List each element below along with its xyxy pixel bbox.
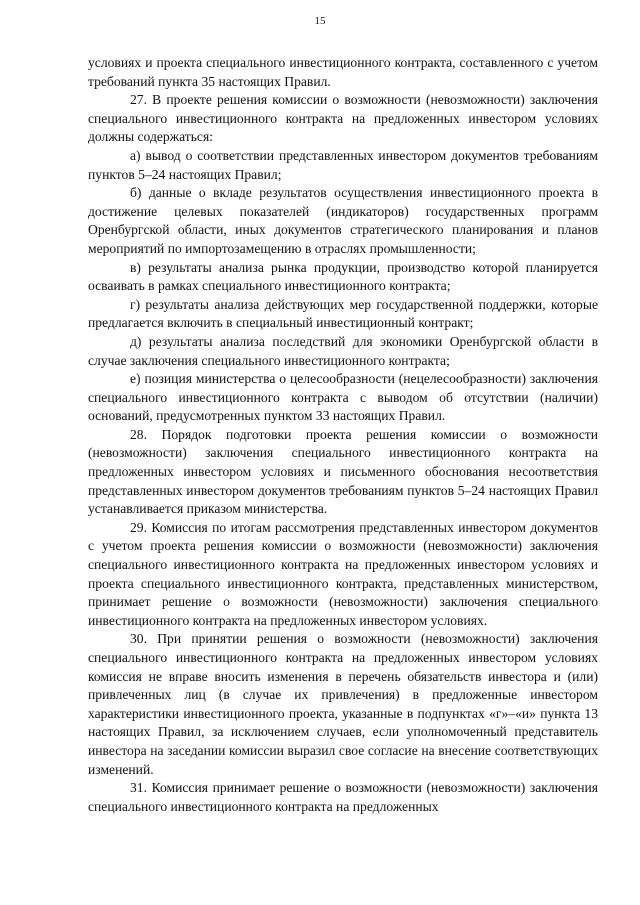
subitem-v: в) результаты анализа рынка продукции, производство которой планируется осваивать в рамках специального инвестиционного контракта; [88,259,598,294]
subitem-b: б) данные о вкладе результатов осуществления инвестиционного проекта в достижение целевых показателей (индикаторов) государственных программ Оренбургской области, иных документов стратегического планирования и планов мероприятий по импортозамещению в отраслях промышленности; [88,185,598,256]
document-body [88,54,598,816]
paragraph-29: 29. Комиссия по итогам рассмотрения представленных инвестором документов с учетом проекта решения комиссии о возможности (невозможности) заключения специального инвестиционного контракта на предложенных инвестором условиях и проекта специального инвестиционного контракта, представленных министерством, принимает решение о возможности (невозможности) заключения специального инвестиционного контракта на предложенных инвестором условиях. [88,519,598,628]
paragraph-28: 28. Порядок подготовки проекта решения комиссии о возможности (невозможности) заключения специального инвестиционного контракта на предложенных инвестором условиях и письменного обоснования несоответствия представленных инвестором документов требованиям пунктов 5–24 настоящих Правил устанавливается приказом министерства. [88,426,598,517]
subitem-a: а) вывод о соответствии представленных инвестором документов требованиям пунктов 5–24 настоящих Правил; [88,147,598,182]
subitem-e: е) позиция министерства о целесообразности (нецелесообразности) заключения специального инвестиционного контракта с выводом об отсутствии (наличии) оснований, предусмотренных пунктом 33 настоящих Правил. [88,371,598,424]
paragraph-27: 27. В проекте решения комиссии о возможности (невозможности) заключения специального инвестиционного контракта на предложенных инвестором условиях должны содержаться: [88,92,598,145]
subitem-g: г) результаты анализа действующих мер государственной поддержки, которые предлагается включить в специальный инвестиционный контракт; [88,296,598,331]
paragraph-31: 31. Комиссия принимает решение о возможности (невозможности) заключения специального инвестиционного контракта на предложенных [88,780,598,814]
page-number: 15 [314,15,326,27]
paragraph-30: 30. При принятии решения о возможности (невозможности) заключения специального инвестиционного контракта на предложенных инвестором условиях комиссия не вправе вносить изменения в перечень обязательств инвестора и (или) привлеченных лиц (в случае их привлечения) в предложенные инвестором характеристики инвестиционного проекта, указанные в подпунктах «г»–«и» пункта 13 настоящих Правил, за исключением случаев, если уполномоченный представитель инвестора на заседании комиссии выразил свое согласие на внесение соответствующих изменений. [88,631,598,777]
subitem-d: д) результаты анализа последствий для экономики Оренбургской области в случае заключения специального инвестиционного контракта; [88,333,598,368]
paragraph-continuation: условиях и проекта специального инвестиционного контракта, составленного с учетом требований пункта 35 настоящих Правил. [88,55,598,89]
